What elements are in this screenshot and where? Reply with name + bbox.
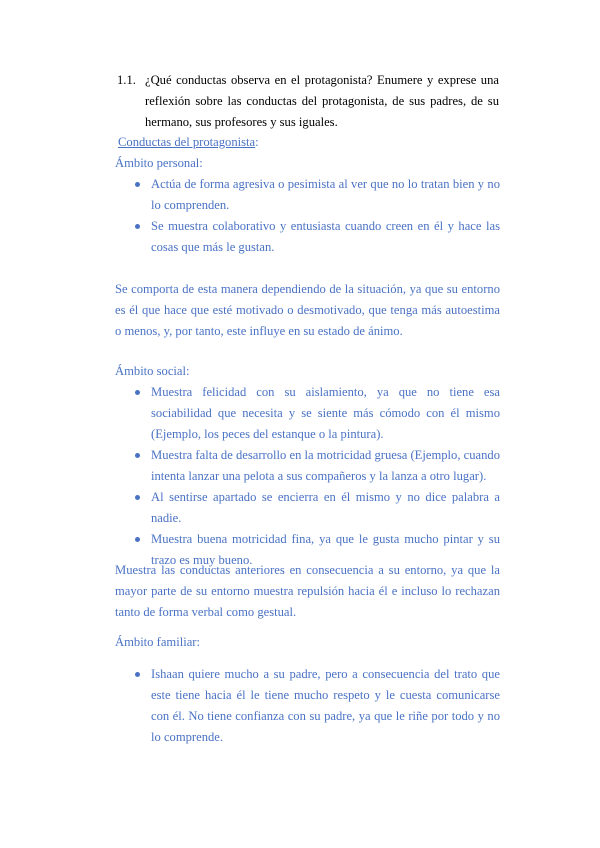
list-item: Muestra felicidad con su aislamiento, ya que no tiene esa sociabilidad que necesita y se siente más cómodo con él mismo (Ejemplo, los peces del estanque o la pintura). — [115, 382, 500, 445]
personal-list — [115, 174, 500, 258]
list-item: Actúa de forma agresiva o pesimista al ver que no lo tratan bien y no lo comprenden. — [115, 174, 500, 216]
section-title — [115, 132, 500, 153]
social-paragraph: Muestra las conductas anteriores en consecuencia a su entorno, ya que la mayor parte de su entorno muestra repulsión hacia él e incluso lo rechazan tanto de forma verbal como gestual. — [115, 563, 500, 619]
social-heading: Ámbito social: — [115, 364, 190, 378]
list-item: Al sentirse apartado se encierra en él mismo y no dice palabra a nadie. — [115, 487, 500, 529]
question-number: 1.1. — [117, 73, 136, 87]
familiar-heading: Ámbito familiar: — [115, 635, 200, 649]
personal-paragraph: Se comporta de esta manera dependiendo de la situación, ya que su entorno es él que hace que esté motivado o desmotivado, que tenga más autoestima o menos, y, por tanto, este influye en su estado de ánimo. — [115, 282, 500, 338]
familiar-list — [115, 664, 500, 748]
list-item: Se muestra colaborativo y entusiasta cuando creen en él y hace las cosas que más le gustan. — [115, 216, 500, 258]
list-item: Muestra buena motricidad fina, ya que le gusta mucho pintar y su trazo es muy bueno. — [115, 529, 500, 571]
personal-heading: Ámbito personal: — [115, 156, 203, 170]
social-list — [115, 382, 500, 571]
section-title-suffix: : — [255, 135, 259, 149]
question-text: ¿Qué conductas observa en el protagonista? Enumere y exprese una reflexión sobre las conductas del protagonista, de sus padres, de su hermano, sus profesores y sus iguales. — [145, 73, 499, 129]
question — [117, 70, 499, 133]
list-item: Ishaan quiere mucho a su padre, pero a consecuencia del trato que este tiene hacia él le tiene mucho respeto y le cuesta comunicarse con él. No tiene confianza con su padre, ya que le riñe por todo y no lo comprende. — [115, 664, 500, 748]
list-item: Muestra falta de desarrollo en la motricidad gruesa (Ejemplo, cuando intenta lanzar una pelota a sus compañeros y la lanza a otro lugar). — [115, 445, 500, 487]
section-title-text: Conductas del protagonista — [118, 135, 256, 149]
